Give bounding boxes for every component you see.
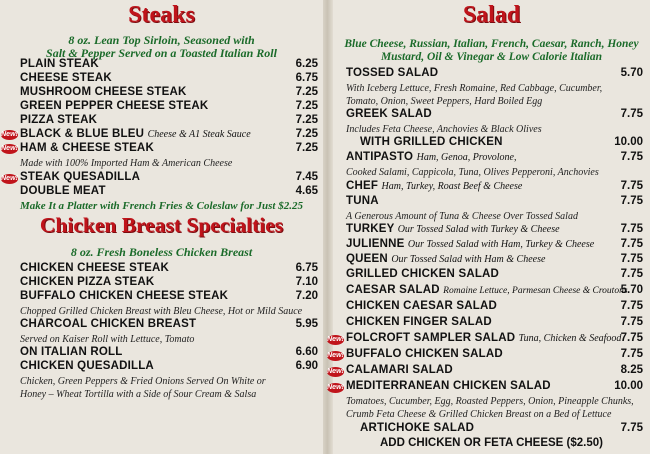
item-description: Ham, Genoa, Provolone, — [416, 152, 517, 163]
item-name: ARTICHOKE SALAD — [360, 422, 475, 434]
price-chicken-pizza-steak: 7.10 — [295, 276, 318, 288]
item-description: Our Tossed Salad with Ham & Cheese — [391, 254, 546, 265]
item-name: CHARCOAL CHICKEN BREAST — [20, 318, 197, 330]
item-name: MEDITERRANEAN CHICKEN SALAD — [346, 380, 551, 392]
mediterranean-note-2: Crumb Feta Cheese & Grilled Chicken Breast on a Bed of Lettuce — [346, 409, 612, 420]
item-name: PLAIN STEAK — [20, 58, 99, 70]
price-steak-quesadilla: 7.45 — [295, 171, 318, 183]
item-name: HAM & CHEESE STEAK — [20, 142, 154, 154]
menu-item-charcoal-chicken-breast — [20, 318, 196, 330]
menu-item-folcroft-sampler-salad — [346, 332, 621, 344]
item-name: WITH GRILLED CHICKEN — [360, 136, 503, 148]
item-name: PIZZA STEAK — [20, 114, 98, 126]
item-description: Tuna, Chicken & Seafood — [518, 333, 622, 344]
steaks-subtitle-1: 8 oz. Lean Top Sirloin, Seasoned with — [68, 33, 255, 47]
price-double-meat: 4.65 — [295, 185, 318, 197]
item-description: Romaine Lettuce, Parmesan Cheese & Croutons — [443, 286, 628, 296]
menu-item-steak-quesadilla — [20, 171, 140, 183]
menu-item-tuna — [346, 195, 379, 207]
menu-item-calamari-salad — [346, 364, 453, 376]
dressings-line-1: Blue Cheese, Russian, Italian, French, Caesar, Ranch, Honey — [344, 38, 639, 50]
platter-note: Make It a Platter with French Fries & Coleslaw for Just $2.25 — [20, 200, 303, 212]
menu-item-green-pepper-cheese-steak — [20, 100, 208, 112]
salad-title: Salad — [462, 2, 521, 28]
price-caesar-salad: 5.70 — [620, 284, 643, 296]
price-antipasto: 7.75 — [620, 151, 643, 163]
menu-item-chicken-quesadilla — [20, 360, 154, 372]
menu-item-antipasto — [346, 151, 516, 163]
item-description: Our Tossed Salad with Turkey & Cheese — [397, 224, 560, 235]
price-cheese-steak: 6.75 — [295, 72, 318, 84]
item-name: JULIENNE — [346, 238, 405, 250]
price-buffalo-chicken-salad: 7.75 — [620, 348, 643, 360]
add-chicken-feta-note: ADD CHICKEN OR FETA CHEESE ($2.50) — [379, 437, 603, 449]
menu-item-chicken-finger-salad — [346, 316, 492, 328]
steaks-title: Steaks — [128, 2, 195, 28]
new-badge: New! — [1, 145, 18, 152]
price-chicken-finger-salad: 7.75 — [620, 316, 643, 328]
menu-item-turkey — [346, 223, 560, 235]
item-name: CHICKEN QUESADILLA — [20, 360, 154, 372]
tossed-note-2: Tomato, Onion, Sweet Peppers, Hard Boiled Egg — [346, 96, 543, 107]
menu-item-mushroom-cheese-steak — [20, 86, 187, 98]
price-ham-cheese-steak: 7.25 — [295, 142, 318, 154]
tuna-note: A Generous Amount of Tuna & Cheese Over Tossed Salad — [346, 211, 578, 222]
chicken-subtitle: 8 oz. Fresh Boneless Chicken Breast — [70, 245, 253, 259]
menu-item-chicken-cheese-steak — [20, 262, 169, 274]
price-with-grilled-chicken: 10.00 — [614, 136, 643, 148]
price-folcroft-sampler-salad: 7.75 — [620, 332, 643, 344]
item-name: TURKEY — [346, 223, 395, 235]
menu-item-julienne — [346, 238, 594, 250]
price-buffalo-chicken-cheese-steak: 7.20 — [295, 290, 318, 302]
menu-item-on-italian-roll — [20, 346, 122, 358]
price-mushroom-cheese-steak: 7.25 — [295, 86, 318, 98]
item-name: TUNA — [346, 195, 379, 207]
steaks-subtitle-2: Salt & Pepper Served on a Toasted Italian Roll — [46, 46, 277, 60]
menu-item-with-grilled-chicken — [360, 136, 503, 148]
price-charcoal-chicken-breast: 5.95 — [295, 318, 318, 330]
chicken-title: Chicken Breast Specialties — [39, 213, 284, 237]
dressings-line-2: Mustard, Oil & Vinegar & Low Calorie Italian — [380, 51, 603, 63]
item-name: TOSSED SALAD — [346, 67, 439, 79]
item-name: BUFFALO CHICKEN CHEESE STEAK — [20, 290, 229, 302]
new-badge: New! — [327, 352, 344, 359]
quesadilla-note-2: Honey – Wheat Tortilla with a Side of Sour Cream & Salsa — [20, 389, 257, 400]
price-queen: 7.75 — [620, 253, 643, 265]
price-chef: 7.75 — [620, 180, 643, 192]
item-name: FOLCROFT SAMPLER SALAD — [346, 332, 516, 344]
new-badge: New! — [327, 336, 344, 343]
item-name: STEAK QUESADILLA — [20, 171, 141, 183]
item-name: ANTIPASTO — [346, 151, 414, 163]
menu-item-cheese-steak — [20, 72, 112, 84]
quesadilla-note-1: Chicken, Green Peppers & Fried Onions Served On White or — [20, 376, 266, 387]
item-description: Our Tossed Salad with Ham, Turkey & Cheese — [407, 239, 595, 250]
item-name: DOUBLE MEAT — [20, 185, 106, 197]
price-plain-steak: 6.25 — [295, 58, 318, 70]
menu-item-chef — [346, 180, 522, 192]
new-badge: New! — [1, 131, 18, 138]
item-name: CHICKEN CAESAR SALAD — [346, 300, 497, 312]
item-name: CHICKEN FINGER SALAD — [346, 316, 492, 328]
menu-item-mediterranean-chicken-salad — [346, 380, 551, 392]
item-name: BLACK & BLUE BLEU — [20, 128, 145, 140]
tossed-note-1: With Iceberg Lettuce, Fresh Romaine, Red Cabbage, Cucumber, — [346, 83, 603, 94]
charcoal-note: Served on Kaiser Roll with Lettuce, Tomato — [20, 334, 195, 345]
price-julienne: 7.75 — [620, 238, 643, 250]
item-name: GREEK SALAD — [346, 108, 432, 120]
price-green-pepper-cheese-steak: 7.25 — [295, 100, 318, 112]
item-name: CALAMARI SALAD — [346, 364, 453, 376]
menu-item-grilled-chicken-salad — [346, 268, 499, 280]
antipasto-note: Cooked Salami, Cappicola, Tuna, Olives Pepperoni, Anchovies — [346, 167, 599, 178]
price-tuna: 7.75 — [620, 195, 643, 207]
menu-item-tossed-salad — [346, 67, 438, 79]
item-name: MUSHROOM CHEESE STEAK — [20, 86, 187, 98]
price-mediterranean-chicken-salad: 10.00 — [614, 380, 643, 392]
item-name: CAESAR SALAD — [346, 284, 440, 296]
menu-item-artichoke-salad — [360, 422, 474, 434]
menu-item-chicken-caesar-salad — [346, 300, 497, 312]
menu-item-buffalo-chicken-salad — [346, 348, 503, 360]
price-artichoke-salad: 7.75 — [620, 422, 643, 434]
price-chicken-cheese-steak: 6.75 — [295, 262, 318, 274]
menu-item-buffalo-chicken-cheese-steak — [20, 290, 228, 302]
menu-item-ham-cheese-steak — [20, 142, 154, 154]
price-pizza-steak: 7.25 — [295, 114, 318, 126]
price-black-blue-bleu: 7.25 — [295, 128, 318, 140]
item-name: CHEF — [346, 180, 379, 192]
ham-note: Made with 100% Imported Ham & American Cheese — [20, 158, 233, 169]
menu-item-chicken-pizza-steak — [20, 276, 154, 288]
price-greek-salad: 7.75 — [620, 108, 643, 120]
greek-note: Includes Feta Cheese, Anchovies & Black Olives — [346, 124, 542, 135]
item-name: CHEESE STEAK — [20, 72, 112, 84]
item-description: Ham, Turkey, Roast Beef & Cheese — [381, 181, 523, 192]
price-turkey: 7.75 — [620, 223, 643, 235]
price-chicken-quesadilla: 6.90 — [295, 360, 318, 372]
price-calamari-salad: 8.25 — [620, 364, 643, 376]
menu-item-pizza-steak — [20, 114, 97, 126]
item-name: CHICKEN PIZZA STEAK — [20, 276, 155, 288]
buffalo-note: Chopped Grilled Chicken Breast with Bleu Cheese, Hot or Mild Sauce — [20, 306, 303, 317]
item-name: QUEEN — [346, 253, 388, 265]
item-name: BUFFALO CHICKEN SALAD — [346, 348, 503, 360]
item-name: CHICKEN CHEESE STEAK — [20, 262, 170, 274]
price-tossed-salad: 5.70 — [620, 67, 643, 79]
price-chicken-caesar-salad: 7.75 — [620, 300, 643, 312]
mediterranean-note-1: Tomatoes, Cucumber, Egg, Roasted Peppers, Onion, Pineapple Chunks, — [346, 396, 634, 407]
item-name: ON ITALIAN ROLL — [20, 346, 123, 358]
price-grilled-chicken-salad: 7.75 — [620, 268, 643, 280]
menu-item-plain-steak — [20, 58, 99, 70]
menu-item-greek-salad — [346, 108, 432, 120]
menu-item-double-meat — [20, 185, 106, 197]
menu-item-queen — [346, 253, 545, 265]
item-name: GREEN PEPPER CHEESE STEAK — [20, 100, 209, 112]
new-badge: New! — [1, 175, 18, 182]
menu-item-black-blue-bleu — [20, 128, 251, 140]
new-badge: New! — [327, 384, 344, 391]
price-on-italian-roll: 6.60 — [295, 346, 318, 358]
item-description: Cheese & A1 Steak Sauce — [147, 129, 251, 140]
item-name: GRILLED CHICKEN SALAD — [346, 268, 500, 280]
new-badge: New! — [327, 368, 344, 375]
